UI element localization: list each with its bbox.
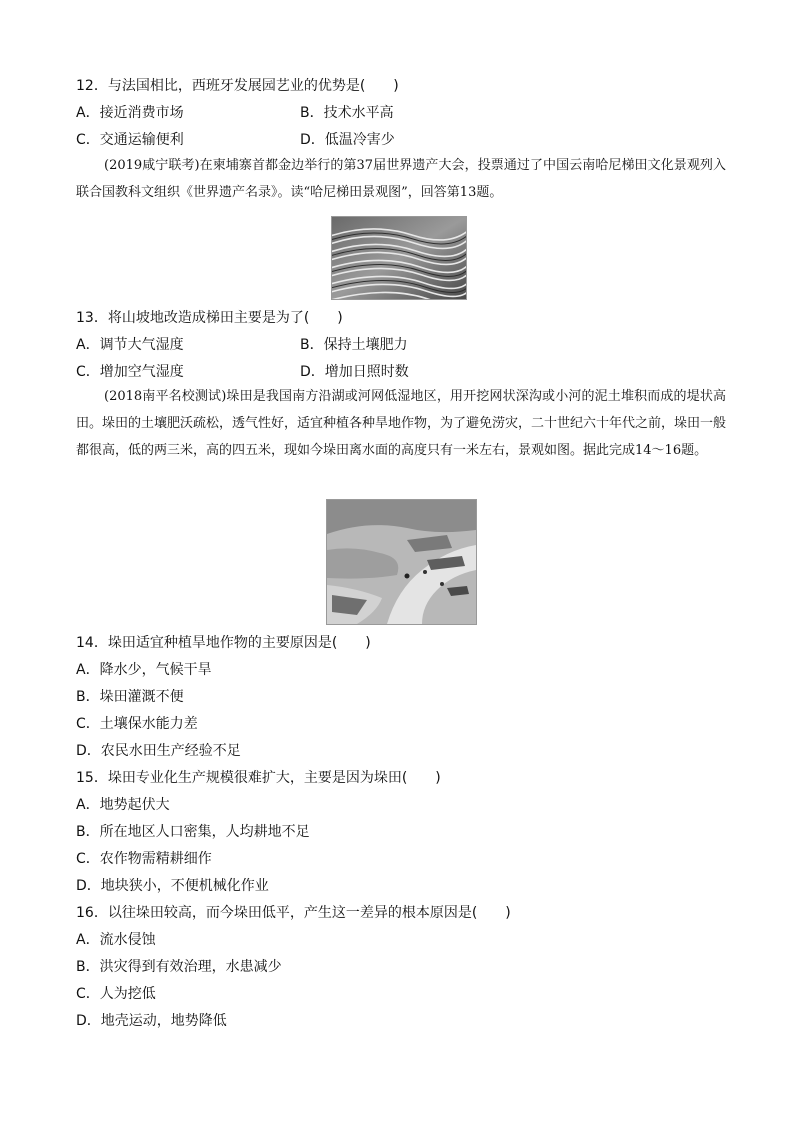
- question-15-option-c: C．农作物需精耕细作: [76, 851, 212, 867]
- question-14-stem: 14．垛田适宜种植旱地作物的主要原因是( ): [76, 635, 371, 651]
- question-15-stem: 15．垛田专业化生产规模很难扩大，主要是因为垛田( ): [76, 770, 441, 786]
- question-15-option-d: D．地块狭小，不便机械化作业: [76, 878, 269, 894]
- hani-terrace-photo: [331, 216, 467, 300]
- question-13-option-c: C．增加空气湿度: [76, 364, 184, 380]
- question-13-option-d: D．增加日照时数: [300, 364, 409, 380]
- duotian-image-graphic: [327, 500, 476, 624]
- question-13-option-b: B．保持土壤肥力: [300, 337, 408, 353]
- question-14-option-a: A．降水少，气候干旱: [76, 662, 212, 678]
- question-14-option-b: B．垛田灌溉不便: [76, 689, 184, 705]
- question-16-option-b: B．洪灾得到有效治理，水患减少: [76, 959, 282, 975]
- question-13-stem: 13．将山坡地改造成梯田主要是为了( ): [76, 310, 343, 326]
- question-16-option-d: D．地壳运动，地势降低: [76, 1013, 227, 1029]
- question-12-option-a: A．接近消费市场: [76, 105, 184, 121]
- duotian-landscape-photo: [326, 499, 477, 625]
- passage-hani-terraces: (2019咸宁联考)在柬埔寨首都金边举行的第37届世界遗产大会，投票通过了中国云南哈尼梯田文化景观列入联合国教科文组织《世界遗产名录》。读“哈尼梯田景观图”，回答第13题。: [76, 158, 726, 200]
- question-15-option-a: A．地势起伏大: [76, 797, 170, 813]
- question-12-stem: 12．与法国相比，西班牙发展园艺业的优势是( ): [76, 78, 399, 94]
- question-14-option-c: C．土壤保水能力差: [76, 716, 198, 732]
- terrace-image-graphic: [332, 217, 466, 299]
- question-13-option-a: A．调节大气湿度: [76, 337, 184, 353]
- question-12-option-b: B．技术水平高: [300, 105, 394, 121]
- question-12-option-c: C．交通运输便利: [76, 132, 184, 148]
- question-16-option-a: A．流水侵蚀: [76, 932, 156, 948]
- question-16-stem: 16．以往垛田较高，而今垛田低平，产生这一差异的根本原因是( ): [76, 905, 511, 921]
- question-16-option-c: C．人为挖低: [76, 986, 156, 1002]
- question-15-option-b: B．所在地区人口密集，人均耕地不足: [76, 824, 310, 840]
- passage-duotian: (2018南平名校测试)垛田是我国南方沿湖或河网低湿地区，用开挖网状深沟或小河的泥土堆积而成的堤状高田。垛田的土壤肥沃疏松，透气性好，适宜种植各种旱地作物，为了避免涝灾，二十世纪六十年代之前，垛田一般都很高，低的两三米，高的四五米，现如今垛田离水面的高度只有一米左右，景观如图。据此完成14～16题。: [76, 389, 727, 458]
- question-12-option-d: D．低温冷害少: [300, 132, 395, 148]
- question-14-option-d: D．农民水田生产经验不足: [76, 743, 241, 759]
